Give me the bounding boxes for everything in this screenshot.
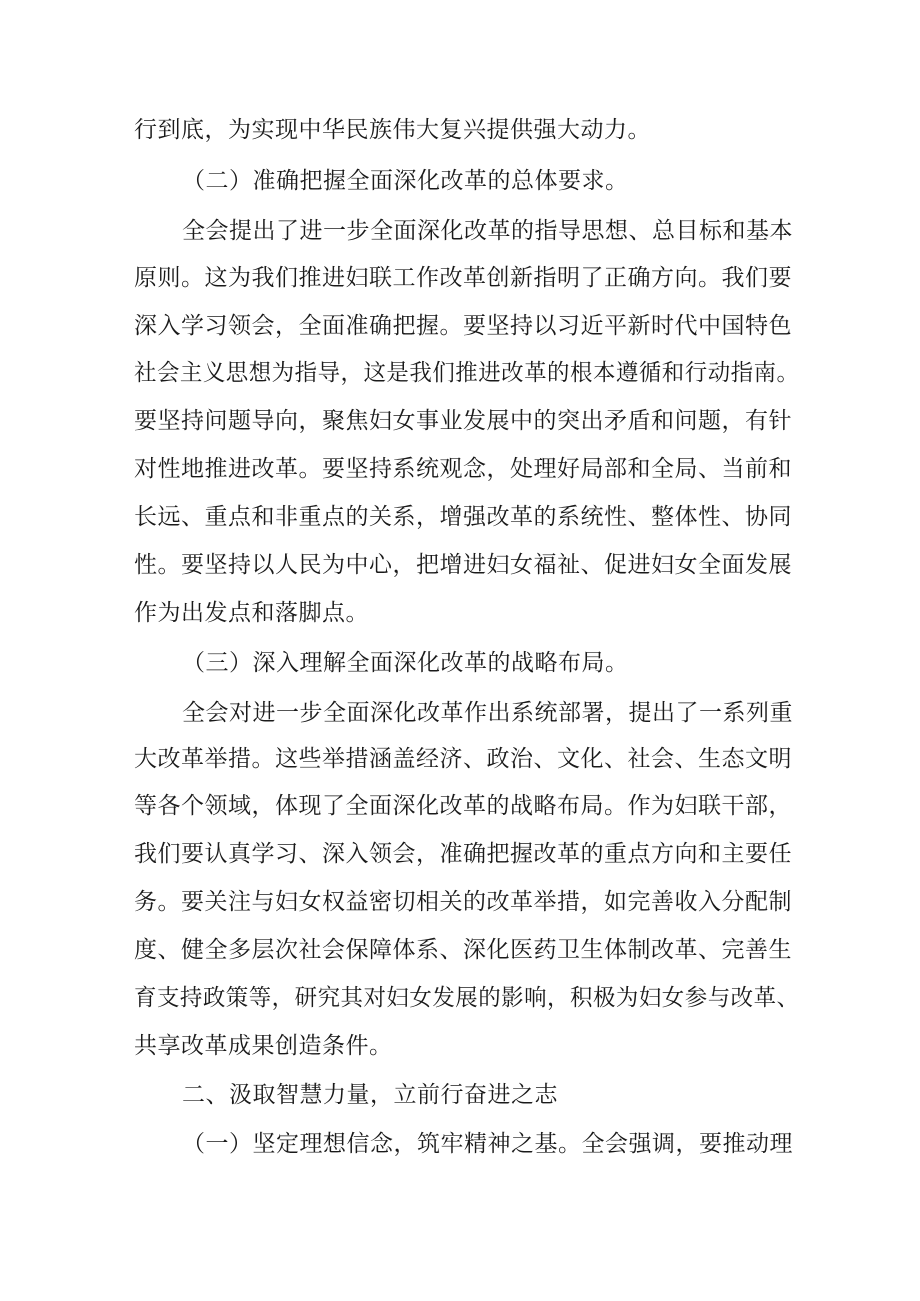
body-text-line: 原则。这为我们推进妇联工作改革创新指明了正确方向。我们要 (134, 265, 792, 291)
body-text-line: 性。要坚持以人民为中心，把增进妇女福祉、促进妇女全面发展 (134, 552, 792, 578)
body-text-line: 等各个领域，体现了全面深化改革的战略布局。作为妇联干部， (134, 793, 792, 819)
body-text-line: 深入学习领会，全面准确把握。要坚持以习近平新时代中国特色 (134, 313, 792, 339)
body-text-line: 度、健全多层次社会保障体系、深化医药卫生体制改革、完善生 (134, 937, 792, 963)
body-text-line: 大改革举措。这些举措涵盖经济、政治、文化、社会、生态文明 (134, 746, 792, 772)
body-text-line: 我们要认真学习、深入领会，准确把握改革的重点方向和主要任 (134, 841, 792, 867)
body-text-line: 全会对进一步全面深化改革作出系统部署，提出了一系列重 (182, 700, 793, 726)
section-heading: （一）坚定理想信念，筑牢精神之基。全会强调，要推动理 (182, 1131, 793, 1157)
body-text-line: 作为出发点和落脚点。 (134, 600, 369, 626)
body-text-line: 要坚持问题导向，聚焦妇女事业发展中的突出矛盾和问题，有针 (134, 408, 792, 434)
body-text-line: 社会主义思想为指导，这是我们推进改革的根本遵循和行动指南。 (134, 360, 800, 386)
section-heading: （二）准确把握全面深化改革的总体要求。 (182, 168, 629, 194)
body-text-line: 共享改革成果创造条件。 (134, 1033, 393, 1059)
body-text-line: 务。要关注与妇女权益密切相关的改革举措，如完善收入分配制 (134, 889, 792, 915)
body-text-line: 全会提出了进一步全面深化改革的指导思想、总目标和基本 (182, 218, 793, 244)
chapter-heading: 二、汲取智慧力量，立前行奋进之志 (182, 1082, 558, 1108)
section-heading: （三）深入理解全面深化改革的战略布局。 (182, 650, 629, 676)
body-text-line: 行到底，为实现中华民族伟大复兴提供强大动力。 (134, 117, 651, 143)
body-text-line: 育支持政策等，研究其对妇女发展的影响，积极为妇女参与改革、 (134, 985, 800, 1011)
body-text-line: 对性地推进改革。要坚持系统观念，处理好局部和全局、当前和 (134, 456, 792, 482)
body-text-line: 长远、重点和非重点的关系，增强改革的系统性、整体性、协同 (134, 504, 792, 530)
